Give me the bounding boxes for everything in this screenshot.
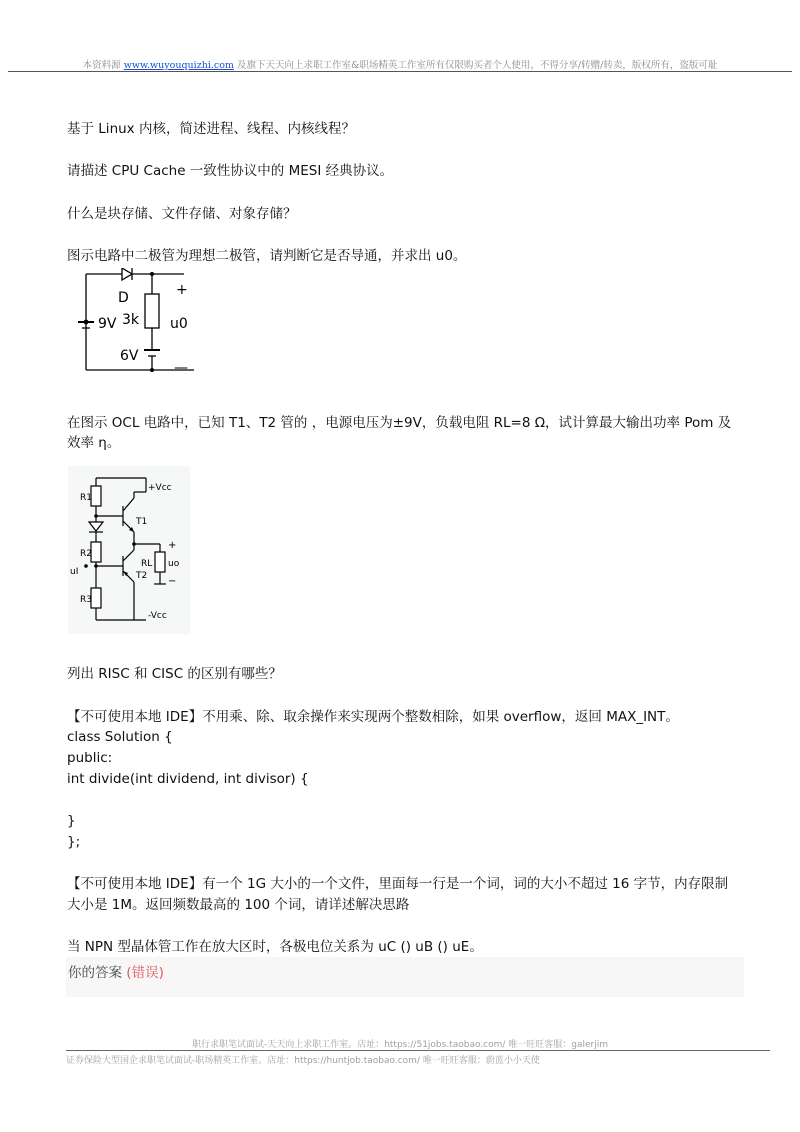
header-suffix: 及旗下天天向上求职工作室&职场精英工作室所有仅限购买者个人使用，不得分享/转赠/转卖，版权所有，盗版可耻 (236, 60, 718, 71)
ocl-circuit-figure (68, 466, 190, 634)
ui-label: uI (70, 567, 79, 577)
question-risc-cisc: 列出 RISC 和 CISC 的区别有哪些？ (67, 666, 282, 682)
output-plus-sign: + (176, 282, 188, 298)
answer-status: (错误) (126, 965, 164, 981)
question-ocl-line2: 效率 η。 (67, 435, 121, 451)
header-prefix: 本资料源 (82, 60, 121, 71)
question-storage-types: 什么是块存储、文件存储、对象存储？ (67, 206, 297, 222)
question-npn-transistor: 当 NPN 型晶体管工作在放大区时，各极电位关系为 uC () uB () uE。 (67, 939, 483, 955)
r2-label: R2 (80, 549, 92, 559)
source-6v-label: 6V (120, 348, 139, 364)
answer-label-text: 你的答案 (68, 965, 122, 981)
diode-circuit-figure (74, 268, 234, 388)
uo-minus-sign: − (168, 576, 177, 587)
question-ocl-line1: 在图示 OCL 电路中，已知 T1、T2 管的 ，电源电压为±9V，负载电阻 RL=8 Ω，试计算最大输出功率 Pom 及 (67, 415, 732, 431)
vcc-neg-label: -Vcc (148, 611, 167, 621)
header-copyright-note (0, 57, 800, 71)
t2-label: T2 (136, 571, 148, 581)
question-linux-processes: 基于 Linux 内核，简述进程、线程、内核线程？ (67, 121, 355, 137)
output-u0-label: u0 (170, 316, 188, 332)
footer-divider (66, 1050, 770, 1051)
question-diode-circuit: 图示电路中二极管为理想二极管，请判断它是否导通，并求出 u0。 (67, 248, 467, 264)
rl-label: RL (141, 559, 153, 569)
code-line-public: public: (67, 750, 113, 766)
uo-label: uo (168, 559, 180, 569)
question-top-words-line2: 大小是 1M。返回频数最高的 100 个词，请详述解决思路 (67, 897, 410, 913)
code-line-signature: int divide(int dividend, int divisor) { (67, 771, 309, 787)
code-line-close-function: } (67, 813, 76, 829)
question-mesi-protocol: 请描述 CPU Cache 一致性协议中的 MESI 经典协议。 (67, 163, 394, 179)
r3-label: R3 (80, 595, 92, 605)
source-9v-label: 9V (98, 316, 117, 332)
header-divider (8, 71, 792, 72)
vcc-pos-label: +Vcc (148, 483, 172, 493)
question-top-words-line1: 【不可使用本地 IDE】有一个 1G 大小的一个文件，里面每一行是一个词，词的大小不超过 16 字节，内存限制 (67, 876, 729, 892)
header-link[interactable]: www.wuyouquizhi.com (123, 60, 234, 71)
footer-line2: 证券保险大型国企求职笔试面试-职场精英工作室。店址：https://huntjob.taobao.com/ 唯一旺旺客服：蔚蓝小小天使 (66, 1056, 540, 1066)
t1-label: T1 (136, 517, 148, 527)
code-line-class: class Solution { (67, 729, 173, 745)
output-minus-sign: — (174, 360, 188, 376)
r1-label: R1 (80, 493, 92, 503)
uo-plus-sign: + (168, 540, 177, 551)
code-line-close-class: }; (67, 834, 81, 850)
answer-box (66, 957, 744, 997)
footer-line1: 职行求职笔试面试-天天向上求职工作室。店址：https://51jobs.taobao.com/ 唯一旺旺客服：galerjim (191, 1040, 609, 1050)
answer-label (68, 961, 164, 981)
diode-label: D (118, 290, 129, 306)
resistor-3k-label: 3k (122, 312, 140, 328)
question-integer-divide: 【不可使用本地 IDE】不用乘、除、取余操作来实现两个整数相除，如果 overflow，返回 MAX_INT。 (67, 709, 679, 725)
